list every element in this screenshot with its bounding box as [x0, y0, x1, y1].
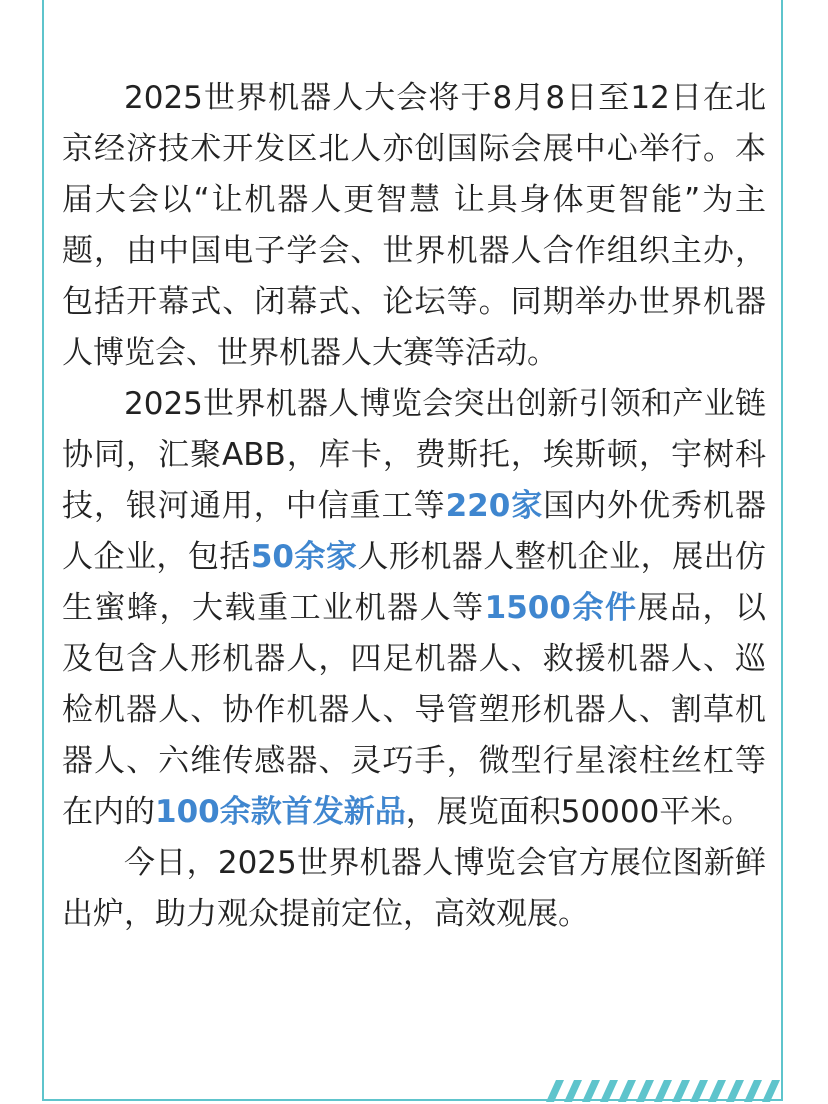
- paragraph-text: 人形机器人整机企业，展出仿生蜜蜂，大载重工业机器人等: [62, 539, 767, 626]
- paragraph-text: ，展览面积50000平米。: [405, 794, 753, 830]
- paragraph-text: 2025世界机器人博览会突出创新引领和产业链协同，汇聚ABB，库卡，费斯托，埃斯顿，宇树科技，银河通用，中信重工等: [62, 386, 766, 524]
- paragraph-text: 国内外优秀机器人企业，包括: [62, 488, 767, 575]
- highlight-humanoid-count: 50余家: [250, 539, 358, 575]
- highlight-new-product-count: 100余款首发新品: [155, 794, 406, 830]
- highlight-exhibit-count: 1500余件: [484, 590, 638, 626]
- paragraph-text: 今日，2025世界机器人博览会官方展位图新鲜出炉，助力观众提前定位，高效观展。: [62, 845, 766, 932]
- paragraph-text: 2025世界机器人大会将于8月8日至12日在北京经济技术开发区北人亦创国际会展中心举行。本届大会以“让机器人更智慧 让具身体更智能”为主题，由中国电子学会、世界机器人合作组织主办，包括开幕式、闭幕式、论坛等。同期举办世界机器人博览会、世界机器人大赛等活动。: [62, 80, 766, 371]
- highlight-exhibitor-count: 220家: [445, 488, 544, 524]
- paragraph-expo: [62, 379, 766, 838]
- paragraph-booth-map: [62, 838, 766, 940]
- paragraph-intro: [62, 73, 766, 379]
- diagonal-stripes-icon: [540, 1080, 780, 1102]
- paragraph-text: 展品，以及包含人形机器人，四足机器人、救援机器人、巡检机器人、协作机器人、导管塑形机器人、割草机器人、六维传感器、灵巧手，微型行星滚柱丝杠等在内的: [62, 590, 767, 830]
- article-body: [62, 73, 766, 940]
